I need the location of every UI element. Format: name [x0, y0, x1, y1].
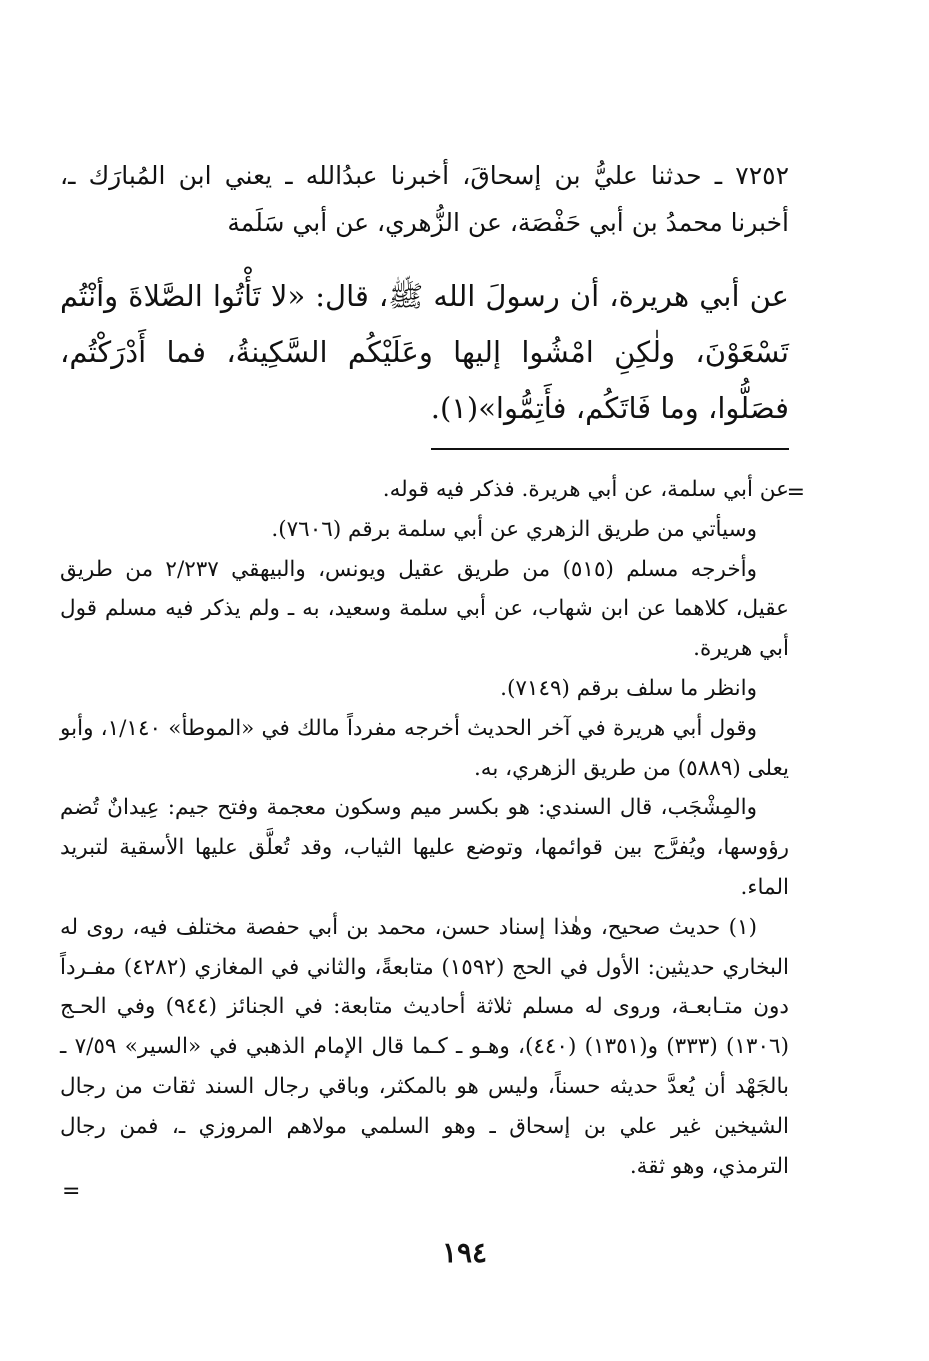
- footnote-paragraph: عن أبي سلمة، عن أبي هريرة. فذكر فيه قوله.: [382, 477, 789, 502]
- footnote-paragraph: وأخرجه مسلم (٥١٥) من طريق عقيل ويونس، والبيهقي ٢/٢٣٧ من طريق عقيل، كلاهما عن ابن شهاب، عن أبي سلمة وسعيد، به ـ ولم يذكر فيه مسلم قول أبي هريرة.: [60, 556, 789, 662]
- continuation-mark-bottom: =: [62, 1179, 81, 1204]
- footnotes: [60, 470, 789, 1186]
- footnote-paragraph: وانظر ما سلف برقم (٧١٤٩).: [500, 675, 757, 701]
- footnote-separator: [431, 448, 789, 450]
- footnote-paragraph: (١) حديث صحيح، وهٰذا إسناد حسن، محمد بن أبي حفصة مختلف فيه، روى له البخاري حديثين: الأول في الحج (١٥٩٢) متابعةً، والثاني في المغازي (٤٢٨٢) مفـرداً دون متـابعـة، وروى له مسلم ثلاثة أحاديث متابعة: في الجنائز (٩٤٤) وفي الحـج (١٣٠٦) (٣٣٣) و(١٣٥١) (٤٤٠)، وهـو ـ كـما قال الإمام الذهبي في «السير» ٧/٥٩ ـ بالجَهْد أن يُعدَّ حديثه حسناً، وليس هو بالمكثر، وباقي رجال السند ثقات من رجال الشيخين غير علي بن إسحاق ـ وهو السلمي مولاهم المروزي ـ، فمن رجال الترمذي، وهو ثقة.: [60, 914, 790, 1179]
- hadith-isnad: ٧٢٥٢ ـ حدثنا عليُّ بن إسحاقَ، أخبرنا عبدُالله ـ يعني ابن المُبارَك ـ، أخبرنا محمدُ بن أبي حَفْصَة، عن الزُّهري، عن أبي سَلَمة: [60, 161, 789, 237]
- footnote-paragraph: وقول أبي هريرة في آخر الحديث أخرجه مفرداً مالك في «الموطأ» ١/١٤٠، وأبو يعلى (٥٨٨٩) من طريق الزهري، به.: [60, 715, 789, 781]
- footnote-paragraph: وسيأتي من طريق الزهري عن أبي سلمة برقم (٧٦٠٦).: [271, 516, 757, 542]
- continuation-mark-top: =: [786, 480, 805, 505]
- hadith-matn: عن أبي هريرة، أن رسولَ الله ﷺ، قال: «لا تَأْتُوا الصَّلاةَ وأنْتُم تَسْعَوْنَ، ولٰكِنِ امْشُوا إليها وعَلَيْكُم السَّكِينةُ، فما أَدْرَكْتُم، فصَلُّوا، وما فَاتَكُم، فأَتِمُّوا»(١).: [60, 279, 789, 425]
- page-number: ١٩٤: [441, 1236, 488, 1269]
- page-body: [60, 0, 789, 1361]
- footnote-paragraph: والمِشْجَب، قال السندي: هو بكسر ميم وسكون معجمة وفتح جيم: عِيدانٌ تُضم رؤوسها، ويُفرَّج بين قوائمها، وتوضع عليها الثياب، وقد تُعلَّق عليها الأسقية لتبريد الماء.: [60, 795, 789, 900]
